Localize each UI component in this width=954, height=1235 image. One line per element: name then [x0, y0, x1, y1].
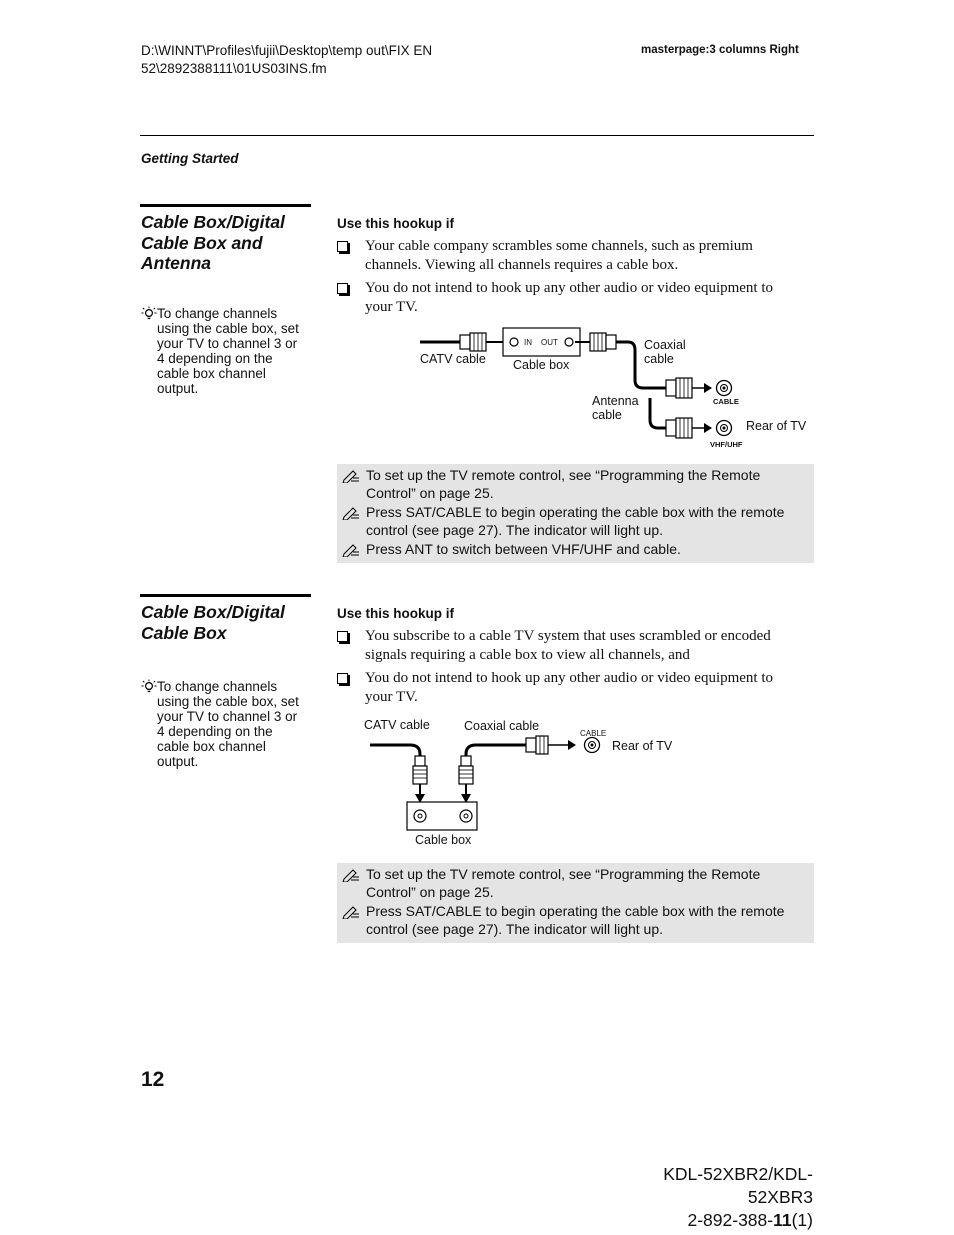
document-code-prefix: 2-892-388-: [687, 1210, 774, 1230]
catv-cable-label: CATV cable: [420, 352, 486, 366]
list-item-line: Your cable company scrambles some channels, such as premium: [365, 238, 753, 254]
masterpage-label: masterpage:3 columns Right: [641, 44, 799, 56]
list-item-line: channels. Viewing all channels requires a cable box.: [365, 257, 679, 273]
catv-cable-label: CATV cable: [364, 718, 430, 732]
tip-block: [141, 679, 309, 769]
connection-diagram: [360, 714, 690, 850]
note-item: [337, 467, 814, 502]
note-line: Control” on page 25.: [366, 883, 494, 900]
model-number: KDL-52XBR2/KDL-52XBR3: [663, 1164, 813, 1207]
note-line: Control” on page 25.: [366, 484, 494, 501]
hookup-conditions: [337, 627, 807, 711]
notes-box: [337, 464, 814, 563]
in-port-label: IN: [524, 338, 532, 347]
antenna-cable-label: [592, 394, 639, 422]
document-code: [600, 1209, 813, 1232]
lightbulb-icon: [141, 306, 157, 322]
section-tag: Getting Started: [141, 151, 239, 166]
antenna-cable-label-line: Antenna: [592, 394, 639, 408]
tip-line: 4 depending on the: [157, 351, 273, 366]
list-item-line: your TV.: [365, 299, 418, 315]
list-item: [337, 237, 807, 275]
tip-line: using the cable box, set: [157, 321, 299, 336]
pencil-note-icon: [342, 469, 360, 483]
tip-line: output.: [157, 754, 199, 769]
tip-line: 4 depending on the: [157, 724, 273, 739]
checkbox-bullet-icon: [337, 241, 348, 252]
note-item: [337, 866, 814, 901]
document-code-bold: 11: [773, 1210, 792, 1230]
tip-line: To change channels: [157, 679, 278, 694]
vhf-uhf-jack-label: VHF/UHF: [710, 440, 743, 449]
note-line: To set up the TV remote control, see “Programming the Remote: [366, 467, 761, 483]
cable-jack-label: CABLE: [580, 729, 607, 738]
pencil-note-icon: [342, 905, 360, 919]
list-item-line: You do not intend to hook up any other audio or video equipment to: [365, 280, 774, 296]
note-line: Press ANT to switch between VHF/UHF and cable.: [366, 541, 681, 557]
coaxial-cable-label: Coaxial cable: [464, 719, 540, 733]
notes-box: [337, 863, 814, 943]
hookup-heading: Use this hookup if: [337, 606, 455, 621]
rear-of-tv-label: Rear of TV: [612, 739, 673, 753]
antenna-cable-label-line: cable: [592, 408, 622, 422]
note-item: [337, 504, 814, 539]
section-title-line: Cable Box and: [141, 232, 263, 253]
tip-line: To change channels: [157, 306, 278, 321]
file-path-line: D:\WINNT\Profiles\fujii\Desktop\temp out\FIX EN: [141, 43, 433, 58]
section-rule: [140, 204, 311, 207]
list-item: [337, 279, 807, 317]
hookup-diagram-antenna: [410, 322, 814, 452]
tip-block: [141, 306, 309, 396]
document-code-suffix: (1): [791, 1210, 813, 1230]
checkbox-bullet-icon: [337, 283, 348, 294]
hookup-conditions: [337, 237, 807, 321]
rear-of-tv-label: Rear of TV: [746, 419, 807, 433]
model-info: [600, 1163, 813, 1232]
note-line: Press SAT/CABLE to begin operating the cable box with the remote: [366, 504, 785, 520]
out-port-label: OUT: [541, 338, 558, 347]
hookup-diagram-cable-box: [360, 714, 690, 850]
tip-line: your TV to channel 3 or: [157, 709, 298, 724]
tip-text: [141, 679, 309, 769]
note-line: control (see page 27). The indicator will light up.: [366, 521, 664, 538]
pencil-note-icon: [342, 868, 360, 882]
list-item: [337, 627, 807, 665]
cable-jack-label: CABLE: [713, 397, 739, 406]
section-title: [141, 212, 311, 274]
list-item-line: You subscribe to a cable TV system that uses scrambled or encoded: [365, 628, 771, 644]
coaxial-cable-label: [644, 338, 686, 366]
tip-line: using the cable box, set: [157, 694, 299, 709]
note-line: control (see page 27). The indicator will light up.: [366, 920, 664, 937]
note-item: [337, 541, 814, 559]
checkbox-bullet-icon: [337, 673, 348, 684]
checkbox-bullet-icon: [337, 631, 348, 642]
page-number: 12: [141, 1068, 165, 1091]
coaxial-cable-label-line: cable: [644, 352, 674, 366]
hookup-heading: Use this hookup if: [337, 216, 455, 231]
section-title-line: Cable Box/Digital: [141, 212, 285, 232]
section-title-line: Antenna: [141, 253, 211, 273]
list-item: [337, 669, 807, 707]
list-item-line: your TV.: [365, 689, 418, 705]
tip-line: cable box channel: [157, 366, 266, 381]
file-path-header: [141, 42, 481, 78]
coaxial-cable-label-line: Coaxial: [644, 338, 686, 352]
section-title-line: Cable Box/Digital: [141, 602, 285, 622]
list-item-line: signals requiring a cable box to view all channels, and: [365, 647, 690, 663]
tip-line: output.: [157, 381, 199, 396]
note-line: Press SAT/CABLE to begin operating the cable box with the remote: [366, 903, 785, 919]
file-path-line: 52\2892388111\01US03INS.fm: [141, 61, 327, 76]
pencil-note-icon: [342, 543, 360, 557]
cable-box-label: Cable box: [513, 358, 570, 372]
pencil-note-icon: [342, 506, 360, 520]
header-rule: [140, 135, 814, 136]
note-line: To set up the TV remote control, see “Programming the Remote: [366, 866, 761, 882]
tip-line: cable box channel: [157, 739, 266, 754]
list-item-line: You do not intend to hook up any other audio or video equipment to: [365, 670, 774, 686]
note-item: [337, 903, 814, 938]
tip-line: your TV to channel 3 or: [157, 336, 298, 351]
cable-box-label: Cable box: [415, 833, 472, 847]
section-rule: [140, 594, 311, 597]
lightbulb-icon: [141, 679, 157, 695]
section-title: [141, 602, 311, 643]
section-title-line: Cable Box: [141, 622, 227, 643]
tip-text: [141, 306, 309, 396]
